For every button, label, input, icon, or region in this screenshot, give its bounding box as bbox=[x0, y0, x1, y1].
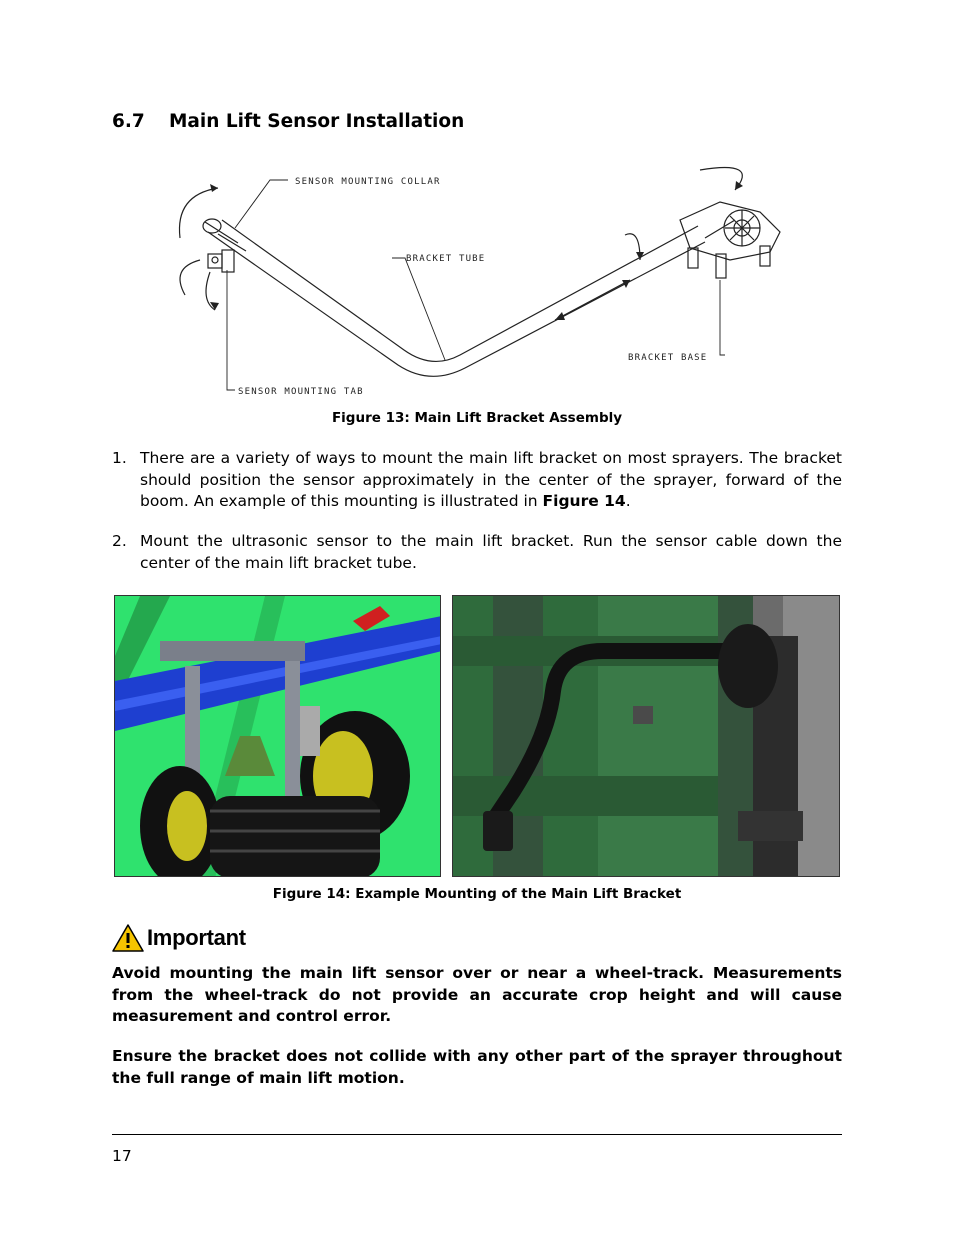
figure-13-caption: Figure 13: Main Lift Bracket Assembly bbox=[331, 410, 623, 426]
step-2-text: Mount the ultrasonic sensor to the main lift bracket. Run the sensor cable down the center of the main lift bracket tube. bbox=[140, 532, 842, 572]
warning-paragraph: Avoid mounting the main lift sensor over or near a wheel-track. Measurements from the wheel-track do not provide an accurate crop height and will cause measurement and control error. bbox=[112, 964, 842, 1025]
list-text bbox=[140, 448, 842, 513]
list-item bbox=[112, 448, 842, 513]
label-sensor-mounting-tab: SENSOR MOUNTING TAB bbox=[238, 387, 364, 397]
list-marker: 2. bbox=[112, 532, 127, 550]
render-illustration bbox=[115, 596, 441, 877]
section-title: Main Lift Sensor Installation bbox=[169, 111, 465, 132]
label-sensor-mounting-collar: SENSOR MOUNTING COLLAR bbox=[295, 177, 441, 187]
figure-14-caption: Figure 14: Example Mounting of the Main Lift Bracket bbox=[272, 886, 682, 902]
warning-icon bbox=[112, 924, 144, 952]
label-bracket-tube: BRACKET TUBE bbox=[406, 254, 486, 264]
important-callout bbox=[112, 924, 246, 952]
figure-14-render-photo bbox=[114, 595, 441, 877]
label-bracket-base: BRACKET BASE bbox=[628, 353, 708, 363]
warning-paragraph: Ensure the bracket does not collide with any other part of the sprayer throughout the full range of main lift motion. bbox=[112, 1047, 842, 1087]
footer-rule bbox=[112, 1134, 842, 1135]
figure-14-mounting-photo bbox=[452, 595, 840, 877]
figure-14-reference: Figure 14 bbox=[542, 492, 626, 510]
step-1-text: There are a variety of ways to mount the main lift bracket on most sprayers. The bracket should position the sensor approximately in the center of the sprayer, forward of the boom. An example of this mounting is illustrated in bbox=[140, 449, 842, 510]
list-item bbox=[112, 531, 842, 574]
important-label: Important bbox=[147, 925, 246, 950]
photo-illustration bbox=[453, 596, 840, 877]
figure-13-diagram bbox=[160, 150, 800, 405]
list-marker: 1. bbox=[112, 449, 127, 467]
page-number: 17 bbox=[112, 1147, 132, 1165]
step-1-end: . bbox=[625, 492, 631, 510]
section-number: 6.7 bbox=[112, 111, 145, 132]
section-heading bbox=[112, 111, 464, 132]
